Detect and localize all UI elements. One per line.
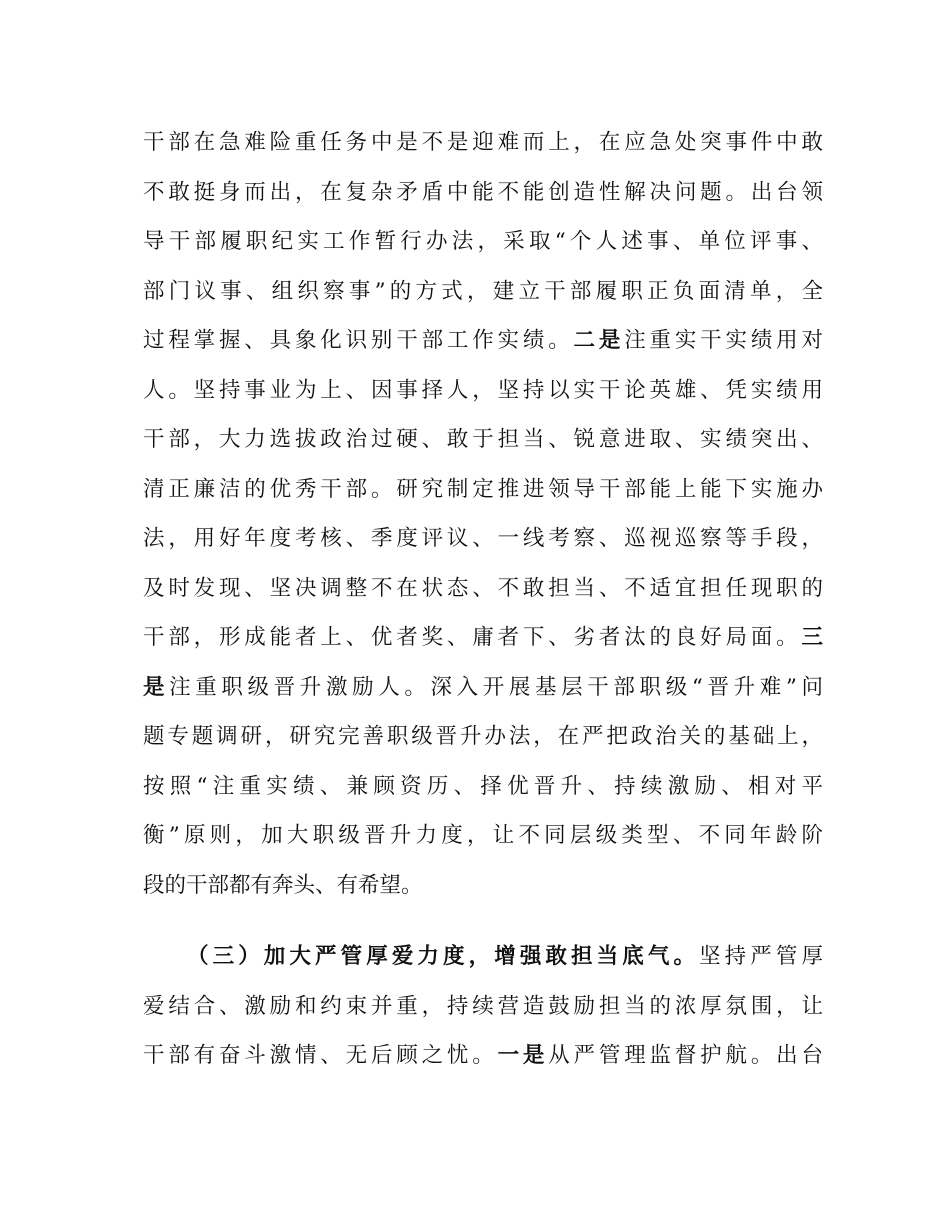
bold-lead-marker: 三 (801, 625, 823, 650)
section-paragraph (143, 932, 823, 1081)
text-line: 干部有奋斗激情、无后顾之忧。一是从严管理监督护航。出台 (143, 1043, 823, 1068)
bold-lead-marker: 一是 (497, 1043, 549, 1068)
text-line: 按照“注重实绩、兼顾资历、择优晋升、持续激励、相对平 (143, 773, 823, 799)
text-line: 及时发现、坚决调整不在状态、不敢担当、不适宜担任现职的 (143, 575, 823, 601)
text-line: 过程掌握、具象化识别干部工作实绩。二是注重实干实绩用对 (143, 328, 823, 353)
text-line: 不敢挺身而出，在复杂矛盾中能不能创造性解决问题。出台领 (143, 179, 823, 205)
text-line: 人。坚持事业为上、因事择人，坚持以实干论英雄、凭实绩用 (143, 377, 823, 403)
section-heading: （三）加大严管厚爱力度，增强敢担当底气。 (187, 944, 700, 969)
text-line: 段的干部都有奔头、有希望。 (143, 872, 423, 898)
text-line: 爱结合、激励和约束并重，持续营造鼓励担当的浓厚氛围，让 (143, 993, 823, 1019)
body-paragraph (143, 118, 823, 910)
bold-lead-marker: 是 (143, 674, 170, 700)
bold-lead-marker: 二是 (573, 328, 625, 353)
text-line: 清正廉洁的优秀干部。研究制定推进领导干部能上能下实施办 (143, 476, 823, 502)
text-line: 干部，大力选拔政治过硬、敢于担当、锐意进取、实绩突出、 (143, 427, 823, 452)
section-heading-line: （三）加大严管厚爱力度，增强敢担当底气。坚持严管厚 (187, 944, 823, 969)
text-line: 衡”原则，加大职级晋升力度，让不同层级类型、不同年龄阶 (143, 823, 823, 848)
text-line: 是注重职级晋升激励人。深入开展基层干部职级“晋升难”问 (143, 674, 823, 700)
text-line: 部门议事、组织察事”的方式，建立干部履职正负面清单，全 (143, 278, 823, 304)
text-line: 题专题调研，研究完善职级晋升办法，在严把政治关的基础上， (143, 724, 823, 749)
text-line: 导干部履职纪实工作暂行办法，采取“个人述事、单位评事、 (143, 229, 823, 254)
text-line: 干部在急难险重任务中是不是迎难而上，在应急处突事件中敢 (143, 130, 823, 155)
text-line: 法，用好年度考核、季度评议、一线考察、巡视巡察等手段， (143, 526, 823, 551)
text-line: 干部，形成能者上、优者奖、庸者下、劣者汰的良好局面。三 (143, 625, 823, 650)
